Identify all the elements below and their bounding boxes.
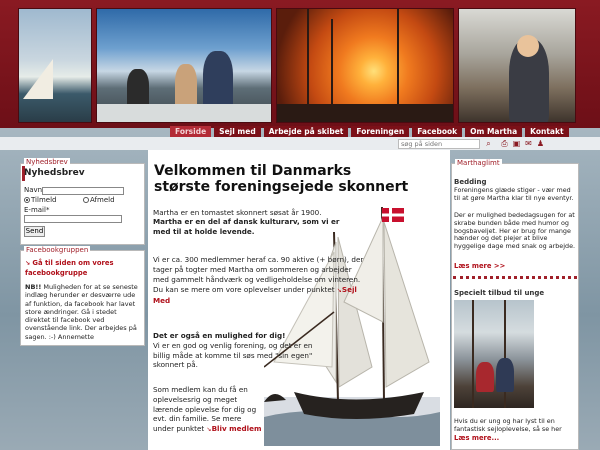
unsubscribe-radio[interactable] bbox=[83, 197, 89, 203]
arrow-icon: ↘ bbox=[206, 426, 212, 434]
offer-title: Specielt tilbud til unge bbox=[454, 289, 545, 297]
members-paragraph: Vi er ca. 300 medlemmer heraf ca. 90 aktive (+ børn), der tager på togter med Martha om sommeren og arbejder med gammelt håndværk og vedligeholdelse om vinteren. Du kan se mere om vore oplevelser under punktet bbox=[153, 255, 364, 294]
user-icon[interactable]: ♟ bbox=[536, 139, 545, 148]
name-field[interactable] bbox=[42, 187, 124, 195]
unsubscribe-label: Afmeld bbox=[90, 196, 115, 204]
nav-item-forside[interactable]: Forside bbox=[170, 126, 211, 137]
name-label: Navn bbox=[24, 186, 43, 194]
members-text bbox=[153, 255, 368, 306]
share-icon[interactable]: ▣ bbox=[512, 139, 521, 148]
membership-paragraph: Som medlem kan du få en oplevelsesrig og meget lærende oplevelse for dig og evt. din familie. Se mere under punktet bbox=[153, 385, 257, 434]
search-icon[interactable]: ⌕ bbox=[486, 139, 491, 148]
facebook-group-link-text[interactable]: Gå til siden om vores facebookgruppe bbox=[25, 259, 114, 277]
sejl-med-link[interactable]: Sejl Med bbox=[153, 285, 357, 305]
email-field[interactable] bbox=[24, 215, 122, 223]
divider bbox=[453, 276, 577, 279]
subscribe-label: Tilmeld bbox=[31, 196, 57, 204]
intro-text bbox=[153, 208, 343, 236]
facebook-notice bbox=[25, 283, 143, 341]
nav-item-facebook[interactable]: Facebook bbox=[412, 126, 462, 137]
nav-item-om-martha[interactable]: Om Martha bbox=[465, 126, 522, 137]
newsletter-box-title: Nyhedsbrev bbox=[26, 158, 68, 166]
banner-photo-sail bbox=[18, 8, 92, 123]
marthaglimt-box-title: Marthaglimt bbox=[457, 159, 500, 167]
facebook-box-title: Facebookgruppen bbox=[26, 246, 89, 254]
nav-item-sejl-med[interactable]: Sejl med bbox=[214, 126, 261, 137]
banner-photo-child bbox=[458, 8, 576, 123]
opportunity-text bbox=[153, 331, 313, 370]
nav-item-arbejde[interactable]: Arbejde på skibet bbox=[264, 126, 349, 137]
banner-photo-sunset bbox=[276, 8, 454, 123]
nav-item-kontakt[interactable]: Kontakt bbox=[525, 126, 568, 137]
opportunity-paragraph: Vi er en god og venlig forening, og det er en billig måde at komme til søs med "sin egen" skonnert på. bbox=[153, 340, 313, 370]
bedding-text-1: Foreningens glæde stiger - vær med til at gøre Martha klar til nye eventyr. bbox=[454, 186, 574, 202]
page-title bbox=[154, 163, 449, 195]
page-title-line-1: Velkommen til Danmarks bbox=[154, 163, 352, 179]
newsletter-heading: Nyhedsbrev bbox=[24, 168, 85, 178]
page-title-line-2: største foreningsejede skonnert bbox=[154, 179, 409, 195]
offer-photo[interactable] bbox=[454, 300, 534, 408]
intro-bold: Martha er en del af dansk kulturarv, som vi er med til at holde levende. bbox=[153, 217, 340, 236]
offer-text: Hvis du er ung og har lyst til en fantastisk sejloplevelse, så se her bbox=[454, 417, 562, 433]
main-nav bbox=[170, 126, 569, 137]
banner-photo-crew bbox=[96, 8, 272, 123]
header-banner bbox=[0, 0, 600, 128]
bedding-title: Bedding bbox=[454, 178, 487, 186]
mail-icon[interactable]: ✉ bbox=[525, 139, 532, 148]
subscribe-radio[interactable] bbox=[24, 197, 30, 203]
arrow-icon: ↘ bbox=[25, 260, 31, 267]
membership-text bbox=[153, 385, 263, 435]
intro-plain: Martha er en tomastet skonnert søsat år 1900. bbox=[153, 208, 322, 217]
search-input[interactable] bbox=[398, 139, 480, 149]
bliv-medlem-link[interactable]: Bliv medlem bbox=[211, 424, 262, 434]
facebook-notice-bold: NB!! bbox=[25, 283, 42, 291]
facebook-group-link[interactable] bbox=[25, 259, 143, 277]
email-label: E-mail* bbox=[24, 206, 50, 214]
facebook-notice-text: Muligheden for at se seneste indlæg herunder er desværre ude af funktion, da facebook har lavet store ændringer. Gå i stedet direktet til facebook ved ovenstående link. Der arbejdes på sagen. :-) Annemette bbox=[25, 283, 138, 341]
print-icon[interactable]: ⎙ bbox=[501, 139, 508, 148]
opportunity-heading: Det er også en mulighed for dig! bbox=[153, 331, 286, 340]
arrow-icon: ↘ bbox=[336, 287, 342, 294]
bedding-read-more-link[interactable]: Læs mere >> bbox=[454, 262, 506, 270]
bedding-text-2: Der er mulighed bededagsugen for at skrabe bunden både med humor og bogsbaveljet. Her er brug for mange hænder og det plejer at blive hyggelige dage med snak og arbejde. bbox=[454, 211, 576, 251]
tool-bar bbox=[0, 137, 600, 150]
nav-item-foreningen[interactable]: Foreningen bbox=[351, 126, 409, 137]
send-button[interactable]: Send bbox=[25, 227, 44, 235]
offer-read-more-link[interactable]: Læs mere... bbox=[454, 434, 500, 442]
